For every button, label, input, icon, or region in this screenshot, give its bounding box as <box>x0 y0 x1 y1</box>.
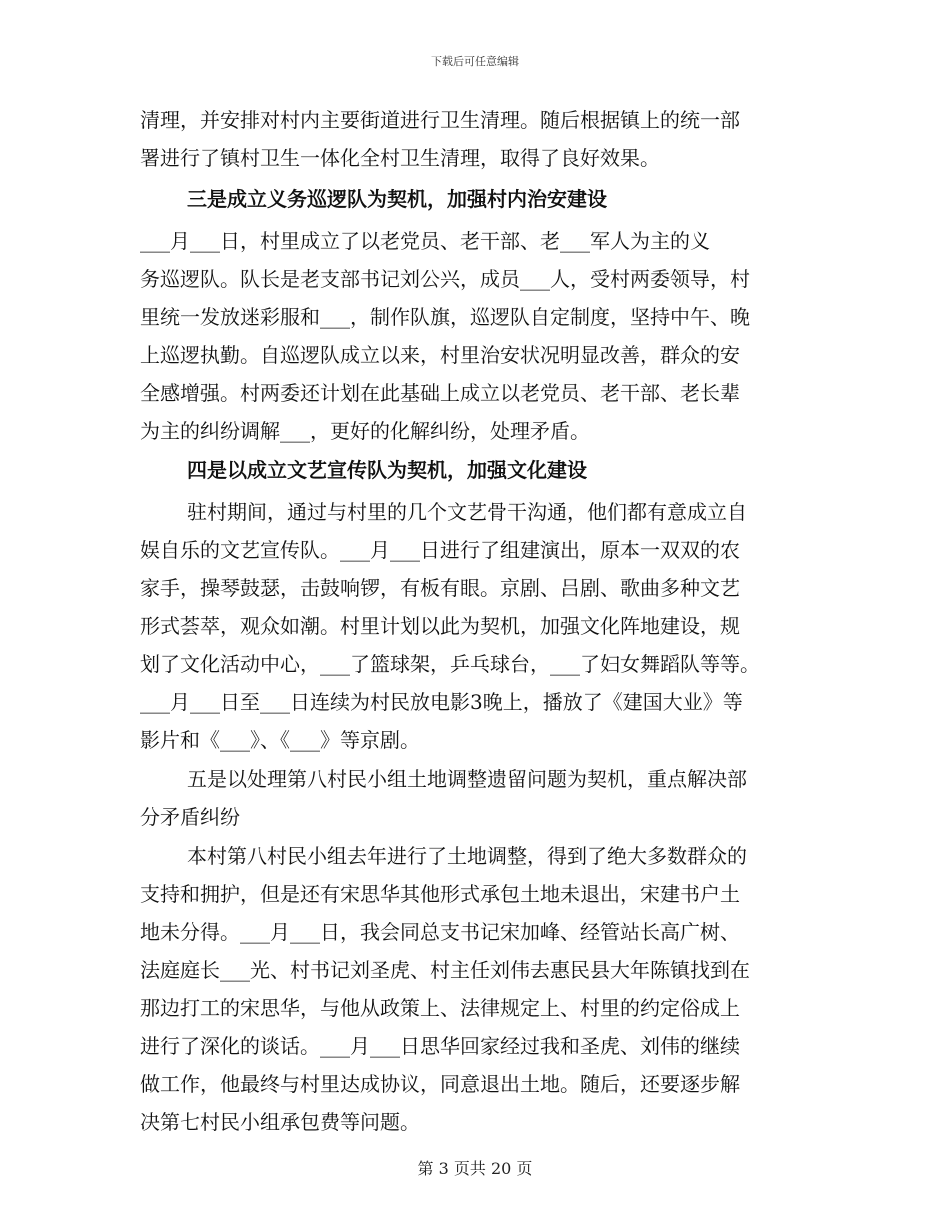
paragraph-line: 五是以处理第八村民小组土地调整遗留问题为契机，重点解决部 <box>187 767 747 791</box>
paragraph-line: 清理，并安排对村内主要街道进行卫生清理。随后根据镇上的统一部 <box>140 108 740 132</box>
paragraph-line: 娱自乐的文艺宣传队。___月___日进行了组建演出，原本一双双的农 <box>140 538 740 562</box>
paragraph-line: 形式荟萃，观众如潮。村里计划以此为契机，加强文化阵地建设，规 <box>140 614 740 638</box>
paragraph-line: 为主的纠纷调解___，更好的化解纠纷，处理矛盾。 <box>140 419 590 443</box>
paragraph-line: 那边打工的宋思华，与他从政策上、法律规定上、村里的约定俗成上 <box>140 996 740 1020</box>
paragraph-line: 支持和拥护，但是还有宋思华其他形式承包土地未退出，宋建书户土 <box>140 882 740 906</box>
section-heading: 三是成立义务巡逻队为契机，加强村内治安建设 <box>187 187 607 211</box>
page-footer: 第 3 页共 20 页 <box>417 1159 533 1178</box>
paragraph-line: 分矛盾纠纷 <box>140 805 240 829</box>
paragraph-line: 驻村期间，通过与村里的几个文艺骨干沟通，他们都有意成立自 <box>187 500 747 524</box>
section-heading: 四是以成立文艺宣传队为契机，加强文化建设 <box>187 458 587 482</box>
paragraph-line: 里统一发放迷彩服和___，制作队旗，巡逻队自定制度，坚持中午、晚 <box>140 305 750 329</box>
paragraph-line: 地未分得。___月___日，我会同总支书记宋加峰、经管站长高广树、 <box>140 920 740 944</box>
paragraph-line: 全感增强。村两委还计划在此基础上成立以老党员、老干部、老长辈 <box>140 381 740 405</box>
paragraph-line: 做工作，他最终与村里达成协议，同意退出土地。随后，还要逐步解 <box>140 1072 740 1096</box>
paragraph-line: 进行了深化的谈话。___月___日思华回家经过我和圣虎、刘伟的继续 <box>140 1034 740 1058</box>
paragraph-line: 署进行了镇村卫生一体化全村卫生清理，取得了良好效果。 <box>140 146 660 170</box>
paragraph-line: 本村第八村民小组去年进行了土地调整，得到了绝大多数群众的 <box>187 844 747 868</box>
paragraph-line: 务巡逻队。队长是老支部书记刘公兴，成员___人，受村两委领导，村 <box>140 267 750 291</box>
page-header: 下载后可任意编辑 <box>431 55 519 68</box>
paragraph-line: 上巡逻执勤。自巡逻队成立以来，村里治安状况明显改善，群众的安 <box>140 343 740 367</box>
paragraph-line: 家手，操琴鼓瑟，击鼓响锣，有板有眼。京剧、吕剧、歌曲多种文艺 <box>140 576 740 600</box>
paragraph-line: ___月___日至___日连续为村民放电影3晚上，播放了《建国大业》等 <box>140 690 743 714</box>
paragraph-line: 划了文化活动中心，___了篮球架，乒乓球台，___了妇女舞蹈队等等。 <box>140 652 760 676</box>
paragraph-line: 影片和《___》、《___》等京剧。 <box>140 728 420 752</box>
paragraph-line: 决第七村民小组承包费等问题。 <box>140 1110 420 1134</box>
paragraph-line: 法庭庭长___光、村书记刘圣虎、村主任刘伟去惠民县大年陈镇找到在 <box>140 958 750 982</box>
paragraph-line: ___月___日，村里成立了以老党员、老干部、老___军人为主的义 <box>140 229 710 253</box>
